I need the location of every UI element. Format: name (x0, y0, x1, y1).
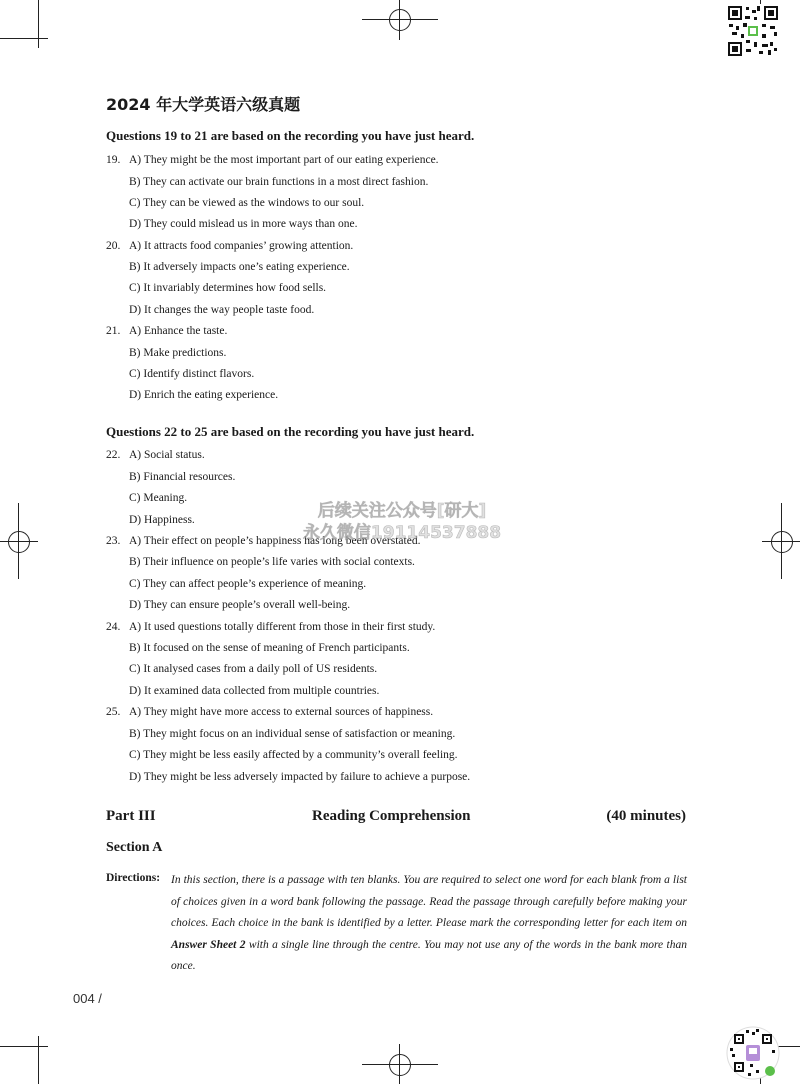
watermark-line: 后续关注公众号[研大] (317, 501, 487, 521)
question-group-heading: Questions 19 to 21 are based on the recording you have just heard. (106, 128, 475, 143)
answer-option: B) Make predictions. (129, 347, 227, 359)
part-title: Reading Comprehension (312, 808, 471, 824)
directions-text-start: In this section, there is a passage with ten blanks. You are required to select one word for each blank from a list of choices given in a word bank following the passage. Read the passage through carefully before making your choices. Each choice in the bank is identified by a letter. Please mark the corresponding letter for each item on (171, 874, 687, 929)
question-number: 20. (106, 240, 121, 252)
section-title: Section A (106, 840, 163, 855)
answer-option: C) It analysed cases from a daily poll of US residents. (129, 663, 378, 675)
answer-option: D) It changes the way people taste food. (129, 304, 315, 316)
directions-text-end: with a single line through the centre. You may not use any of the words in the bank more than once. (171, 938, 687, 972)
answer-option: B) It adversely impacts one’s eating experience. (129, 261, 350, 273)
answer-option: D) Happiness. (129, 514, 195, 526)
answer-option: A) They might have more access to external sources of happiness. (129, 706, 434, 718)
answer-option: D) It examined data collected from multiple countries. (129, 685, 380, 697)
answer-option: C) They might be less easily affected by a community’s overall feeling. (129, 749, 458, 761)
qr-code-top-image (726, 4, 780, 58)
document-title: 2024 年大学英语六级真题 (106, 95, 301, 114)
answer-option: C) They can be viewed as the windows to our soul. (129, 197, 365, 209)
qr-code-bottom-image (726, 1026, 780, 1080)
question-number: 19. (106, 154, 121, 166)
answer-option: B) They might focus on an individual sense of satisfaction or meaning. (129, 728, 456, 740)
answer-option: B) They can activate our brain functions in a most direct fashion. (129, 176, 429, 188)
answer-option: C) They can affect people’s experience of meaning. (129, 578, 367, 590)
answer-option: D) Enrich the eating experience. (129, 389, 279, 401)
answer-option: A) Social status. (129, 449, 205, 461)
directions-text (171, 870, 687, 978)
answer-option: C) Identify distinct flavors. (129, 368, 255, 380)
answer-option: C) It invariably determines how food sells. (129, 282, 327, 294)
answer-option: D) They can ensure people’s overall well-being. (129, 599, 351, 611)
directions-emphasis: Answer Sheet 2 (171, 938, 246, 951)
question-number: 25. (106, 706, 121, 718)
answer-option: D) They might be less adversely impacted by failure to achieve a purpose. (129, 771, 471, 783)
answer-option: A) It attracts food companies’ growing attention. (129, 240, 354, 252)
answer-option: A) It used questions totally different from those in their first study. (129, 621, 436, 633)
page-number: 004 / (73, 991, 102, 1006)
part-label: Part III (106, 808, 156, 824)
answer-option: A) Their effect on people’s happiness has long been overstated. (129, 535, 421, 547)
question-number: 24. (106, 621, 121, 633)
part-time: (40 minutes) (606, 808, 686, 824)
question-number: 21. (106, 325, 121, 337)
part-header (106, 808, 686, 828)
answer-option: D) They could mislead us in more ways than one. (129, 218, 358, 230)
answer-option: B) It focused on the sense of meaning of French participants. (129, 642, 410, 654)
watermark-line: 永久微信19114537888 (302, 523, 502, 543)
question-number: 23. (106, 535, 121, 547)
answer-option: B) Financial resources. (129, 471, 236, 483)
answer-option: A) They might be the most important part of our eating experience. (129, 154, 439, 166)
question-group-heading: Questions 22 to 25 are based on the recording you have just heard. (106, 424, 475, 439)
answer-option: C) Meaning. (129, 492, 188, 504)
question-number: 22. (106, 449, 121, 461)
answer-option: A) Enhance the taste. (129, 325, 228, 337)
answer-option: B) Their influence on people’s life varies with social contexts. (129, 556, 415, 568)
directions-label: Directions: (106, 872, 161, 884)
